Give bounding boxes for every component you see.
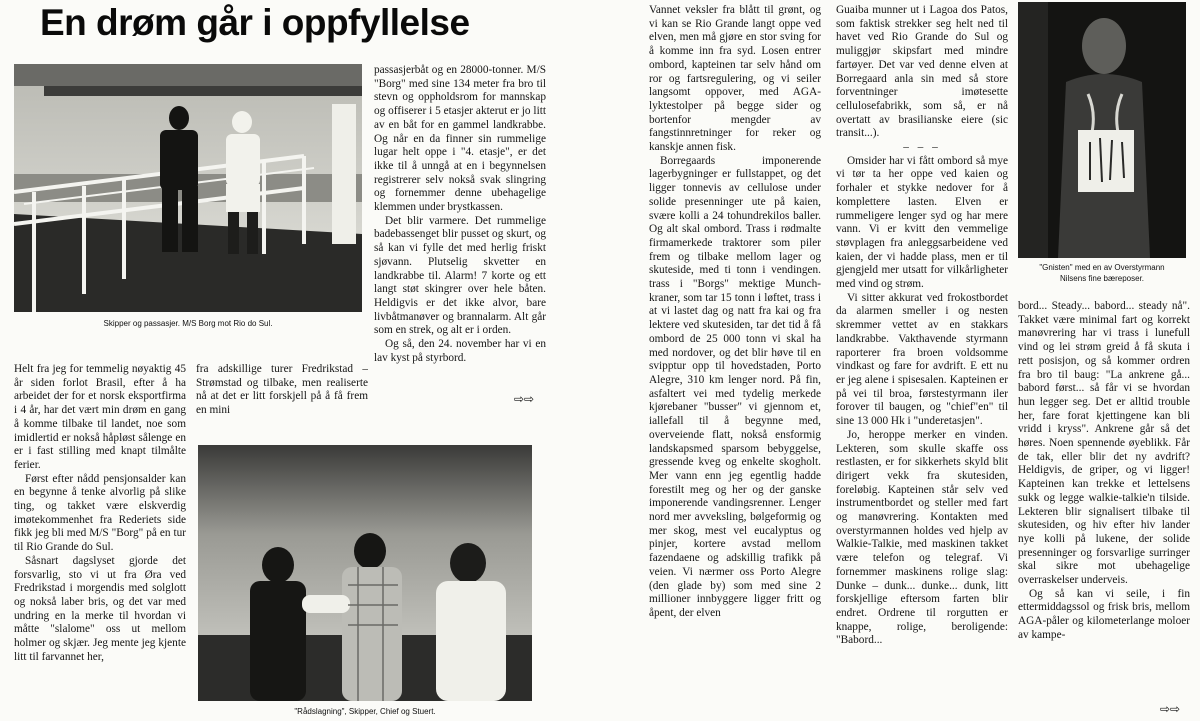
headline: En drøm går i oppfyllelse xyxy=(40,2,470,43)
section-separator: – – – xyxy=(903,141,941,154)
paragraph: passasjerbåt og en 28000-tonner. M/S "Borg" med sine 134 meter fra bro til stevn og oppholdsrom for mannskap og offiserer i 5 etasjer akterut er jo litt av en båt for en gammel landkrabbe. Og når en da finner sin rummelige lugar helt oppe i "4. etasje", er det ikke til å unngå at en i begynnelsen registrerer selv nokså svak slingring og fornemmer denne ubehagelige klemmen under brystkassen. xyxy=(374,64,546,214)
caption-line: "Gnisten" med en av Overstyrmann xyxy=(1039,263,1165,272)
paragraph: Helt fra jeg for temmelig nøyaktig 45 år siden forlot Brasil, efter å ha arbeidet der for et norsk eksportfirma i 4 år, har det vært min drøm en gang å komme tilbake til landet, noe som imidlertid er nokså håpløst sålenge en er i fast stilling med knapt tilmålte ferier. xyxy=(14,363,186,471)
text-column-1 xyxy=(14,363,186,721)
photo-caption xyxy=(1018,262,1186,284)
paragraph: Og så, den 24. november har vi en lav kyst på styrbord. xyxy=(374,338,546,364)
paragraph: Det blir varmere. Det rummelige badebassenget blir pusset og skurt, og så kan vi fylle det med herlig friskt sjøvann. Plutselig skvetter en landkrabbe til. Alarm! 7 korte og ett langt støt skingrer over hele båten. Heldigvis er det ikke alvor, bare livbåtmanøver og brannalarm. Alt går som en strek, og alt er i orden. xyxy=(374,214,546,337)
continuation-arrows: ⇨⇨ xyxy=(1160,702,1181,716)
photo-caption: Skipper og passasjer. M/S Borg mot Rio do Sul. xyxy=(103,319,273,328)
photo-skipper-passenger xyxy=(14,64,362,312)
continuation-arrows: ⇨⇨ xyxy=(514,392,535,406)
paragraph: bord... Steady... babord... steady nå". Takket være minimal fart og korrekt manøvrering har vi trass i lunefull vind og lei strøm greid å få skuta i rett posisjon, og så kommer ordren fra bro til baug: "La ankrene gå... babord først... så får vi se hvordan hun legger seg. Det er alltid trouble her, fare forat kjettingene kan bli vridd i kryss". Ankrene går så det høres. Noen spennende øyeblikk. Får de tak, eller blir det ny avdrift? Heldigvis, de griper, og vi ligger! Kapteinen kan trekke et lettelsens sukk og legge walkie-talkie'n tilside. Lekteren blir signalisert tilbake til skutesiden, og hiv efter hiv lander nye kolli på lukene, der solide presenninger og forsvarlige surringer skal sikre mot ubehagelige overraskelser underveis. xyxy=(1018,300,1190,587)
paragraph: Borregaards imponerende lagerbygninger er fullstappet, og det ligger tonnevis av cellulose under solide presenninger ute på kaien, svære kolli a 24 tohundrekilos baller. Og alt skal ombord. Trass i rødmalte firmamerkede traktorer som piler frem og tilbake mellom lager og skuteside, med ti tonn i vendingen. trass i "Borgs" mektige Munch-kraner, som tar 15 tonn i løftet, trass i at vi lastet dag og natt fra kai og fra lektere ved skutesiden, tar det tid å få ombord de 25 000 tonn vi skal ha med nordover, og det blir høve til en svipptur opp til hovedstaden, Porto Alegre, 310 km lenger nord. På fin, asfaltert vei med tydelig merkede kjørebaner "busser" vi gjennom et, iallefall til å begynne med, overveiende flatt, nokså ensformig landskapsmed sparsom bebyggelse, gressende kveg og enkelte skogholt. Mer vann enn jeg egentlig hadde forestilt meg og her og der ganske imponerende vandingsrenner. Lenger nord mer avveksling, bølgeformig og mer skog, mest vel eucalyptus og pinjer, kortere avstad mellom fazendaene og adskillig trafikk på veien. Vi nærmer oss Porto Alegre (den glade by) som med sine 2 millioner innbyggere ligger fritt og åpent, der elven xyxy=(649,154,821,619)
paragraph: Vi sitter akkurat ved frokostbordet da alarmen smeller i og nesten skremmer vettet av en stakkars landkrabbe. Vakthavende styrmann raporterer fra broen voldsomme vindkast og fare for avdrift. E ett nu er jeg alene i spisesalen. Kapteinen er på vei til broa, førstestyrmann iler forover til baugen, og "chief"en" til sine 13 000 Hk i "underetasjen". xyxy=(836,291,1008,428)
caption-line: Nilsens fine bæreposer. xyxy=(1059,274,1145,283)
text-column-3 xyxy=(374,64,546,392)
photo-operator-bag xyxy=(1018,2,1186,258)
paragraph: Først efter nådd pensjonsalder kan en begynne å tenke alvorlig på slike ting, og takket være elskverdig imøtekommenhet fra Rederiets side fikk jeg bli med M/S "Borg" på en tur til Rio Grande do Sul. xyxy=(14,472,186,554)
photo-council xyxy=(198,445,532,701)
text-column-6 xyxy=(1018,300,1190,704)
photo-caption: "Rådslagning", Skipper, Chief og Stuert. xyxy=(294,707,436,716)
paragraph: Omsider har vi fått ombord så mye vi tør ta her oppe ved kaien og forhaler et stykke nedover for å komplettere lasten. Elven er rummeligere lenger syd og har mere vann. Vi er kvitt den vemmelige støvplagen fra anleggsarbeidene ved kaien, der vi hadde plass, men er til gjengjeld mer utsatt for vilkårligheter med vind og strøm. xyxy=(836,154,1008,291)
text-column-4 xyxy=(649,4,821,720)
paragraph: Og så kan vi seile, i fin ettermiddagssol og frisk bris, mellom AGA-påler og kilometerlange moloer av kampe- xyxy=(1018,587,1190,641)
paragraph: Såsnart dagslyset gjorde det forsvarlig, sto vi ut fra Øra ved Fredrikstad i morgendis med solglott og nokså laber bris, og det var med undring en la merke til hvordan vi måtte "slalome" oss ut mellom holmer og skjær. Jeg mente jeg kjente litt til farvannet her, xyxy=(14,554,186,663)
paragraph: Guaiba munner ut i Lagoa dos Patos, som faktisk strekker seg helt ned til havet ved Rio Grande do Sul og muliggjør skipsfart med mindre fartøyer. Det var ved denne elven at Borregaard anla sin med så store forventninger imøtesette cellulosefabrikk, som så, er nå overtatt av brasilianske eiere (sic transit...). xyxy=(836,4,1008,140)
paragraph: Vannet veksler fra blått til grønt, og vi kan se Rio Grande langt oppe ved elven, men må gjøre en stor sving for å komme inn fra syd. Losen entrer ombord, kapteinen tar selv hånd om ror og fartsregulering, og vi seiler langsomt oppover, med AGA-lyktestolper på begge sider og bortenfor mengder av fangstinnretninger for reker og kanskje annen fisk. xyxy=(649,4,821,154)
paragraph: Jo, heroppe merker en vinden. Lekteren, som skulle skaffe oss restlasten, er for sikkerhets skyld blit dirigert vekk fra skutesiden, foreløbig. Kapteinen står selv ved instrumentbordet og steller med fart og manøvrering. Kontakten med overstyrmannen holdes ved hjelp av Walkie-Talkie, med maskinen takket være telefon og telegraf. Vi fornemmer maskinens rolige slag: Dunke – dunk... dunke... dunk, litt forskjellige eftersom farten blir endret. Ordrene til rorgutten er knappe, rolige, beroligende: "Babord... xyxy=(836,428,1008,647)
paragraph: fra adskillige turer Fredrikstad – Strømstad og tilbake, men realiserte nå at det er litt forskjell på å få frem en mini xyxy=(196,363,368,417)
text-column-2 xyxy=(196,363,368,439)
text-column-5 xyxy=(836,4,1008,720)
